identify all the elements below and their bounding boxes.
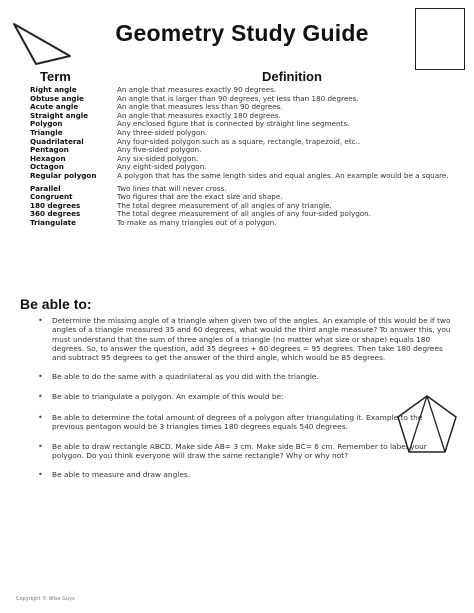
term-name: Acute angle (30, 102, 79, 112)
term-name: Triangle (30, 127, 63, 137)
term-row (30, 138, 470, 147)
term-definition: An angle that measures less than 90 degrees. (117, 102, 283, 112)
term-name: Congruent (30, 192, 73, 202)
term-row (30, 172, 470, 181)
term-row (30, 219, 470, 228)
term-definition: A polygon that has the same length sides and equal angles. An example would be a square. (117, 170, 449, 180)
term-definition: The total degree measurement of all angles of any triangle. (117, 200, 332, 210)
term-name: Parallel (30, 183, 61, 193)
list-item: • Be able to draw rectangle ABCD. Make side AB= 3 cm. Make side BC= 6 cm. Remember to label your polygon. Do you think everyone will draw the same rectangle? Why or why not? (38, 442, 442, 461)
list-item: • Be able to do the same with a quadrilateral as you did with the triangle. (38, 372, 322, 381)
term-definition: Any three-sided polygon. (117, 127, 208, 137)
term-definition: An angle that measures exactly 90 degrees. (117, 85, 277, 94)
term-name: 180 degrees (30, 200, 81, 210)
term-definition: An angle that is larger than 90 degrees, yet less than 180 degrees. (117, 93, 359, 103)
copyright-text: Copyright © Wise Guys (16, 596, 75, 602)
term-definition: Any six-sided polygon. (117, 153, 199, 163)
term-name: Regular polygon (30, 170, 97, 180)
term-definition: An angle that measures exactly 180 degrees. (117, 110, 281, 120)
term-name: Triangulate (30, 217, 76, 227)
term-name: Octagon (30, 162, 64, 172)
term-row (30, 155, 470, 164)
term-definition: Two lines that will never cross. (117, 183, 227, 193)
name-box (415, 8, 465, 70)
list-item: • Be able to measure and draw angles. (38, 470, 442, 479)
term-name: 360 degrees (30, 209, 81, 219)
be-able-to-heading: Be able to: (20, 296, 92, 312)
term-column-header: Term (40, 69, 71, 84)
term-row (30, 146, 470, 155)
term-definition: Any four-sided polygon such as a square, rectangle, trapezoid, etc.. (117, 136, 361, 146)
terms-table (30, 86, 470, 228)
page-title: Geometry Study Guide (115, 20, 369, 46)
term-name: Right angle (30, 85, 77, 94)
definition-column-header: Definition (262, 69, 322, 84)
term-name: Pentagon (30, 145, 69, 155)
list-item: • Be able to triangulate a polygon. An example of this would be: (38, 392, 372, 401)
term-definition: To make as many triangles out of a polygon. (117, 217, 277, 227)
term-name: Obtuse angle (30, 93, 84, 103)
triangle-icon (8, 10, 78, 70)
list-item: • Determine the missing angle of a triangle when given two of the angles. An example of this would be if two angles of a triangle measured 35 and 60 degrees, what would the third angle measure? To answer this, you must understand that the sum of three angles of a triangle (no matter what size or shape) equals 180 degrees. So, to answer the question, add 35 degrees + 60 degrees = 95 degrees. Then take 180 degrees and subtract 95 degrees to get the answer of the third angle, which would be 85 degrees. (38, 316, 452, 362)
term-definition: Any five-sided polygon. (117, 145, 202, 155)
term-definition: Any enclosed figure that is connected by straight line segments. (117, 119, 350, 129)
list-item: • Be able to determine the total amount of degrees of a polygon after triangulating it. Example to the previous pentagon would be 3 triangles times 180 degrees equals 540 degrees. (38, 413, 442, 432)
triangulated-pentagon-icon (394, 392, 460, 456)
term-name: Hexagon (30, 153, 66, 163)
term-row (30, 120, 470, 129)
term-definition: Any eight-sided polygon. (117, 162, 207, 172)
term-definition: Two figures that are the exact size and shape. (117, 192, 283, 202)
term-name: Polygon (30, 119, 63, 129)
term-name: Straight angle (30, 110, 89, 120)
term-name: Quadrilateral (30, 136, 84, 146)
term-definition: The total degree measurement of all angles of any four-sided polygon. (117, 209, 372, 219)
